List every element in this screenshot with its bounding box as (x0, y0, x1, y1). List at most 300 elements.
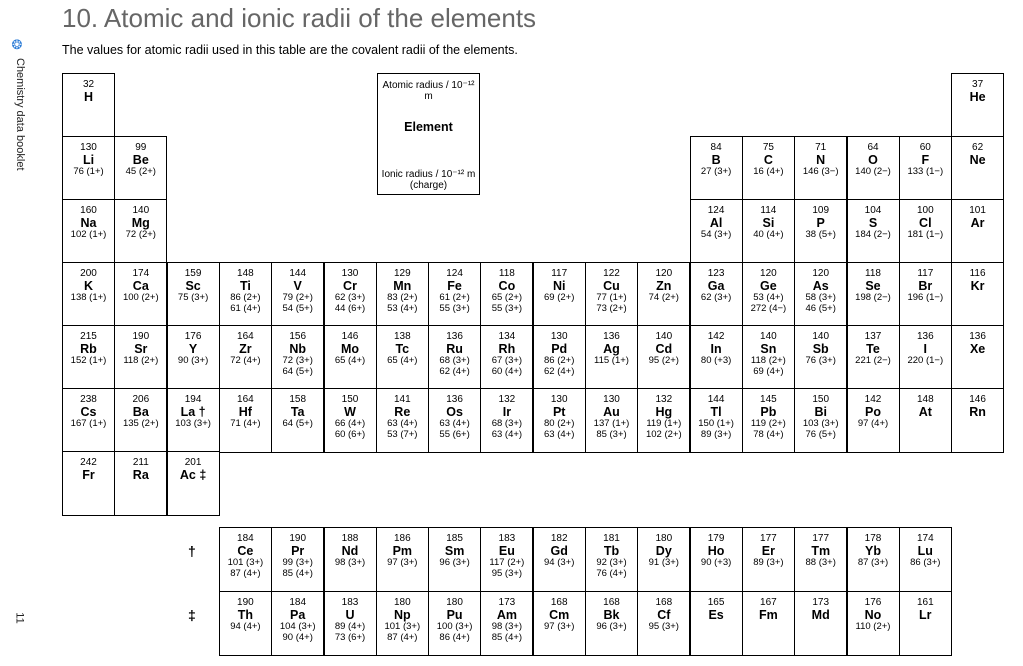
element-cell-cd (637, 325, 690, 390)
element-symbol: Tm (811, 544, 831, 558)
atomic-radius: 132 (655, 394, 673, 405)
ionic-radius: 103 (3+) (175, 418, 211, 429)
element-symbol: Pr (291, 544, 305, 558)
ionic-radius: 221 (2−) (855, 355, 891, 366)
atomic-radius: 201 (184, 457, 202, 468)
atomic-radius: 182 (550, 533, 568, 544)
element-symbol: Si (762, 216, 775, 230)
ionic-radius: 76 (1+) (73, 166, 104, 177)
element-cell-be (114, 136, 167, 201)
ionic-radius: 117 (2+) (489, 557, 525, 568)
element-cell-ce (219, 527, 272, 592)
element-cell-nd (324, 527, 377, 592)
ionic-radius: 46 (5+) (805, 302, 836, 314)
atomic-radius: 190 (237, 597, 254, 608)
element-cell-rn (951, 388, 1004, 453)
element-cell-pt (533, 388, 586, 453)
atomic-radius: 142 (864, 394, 882, 405)
page-subtitle: The values for atomic radii used in this table are the covalent radii of the elements. (62, 43, 518, 57)
element-symbol: Mn (393, 279, 412, 293)
element-cell-p (794, 199, 847, 264)
ionic-radius: 55 (3+) (439, 302, 470, 314)
ionic-radius: 62 (4+) (544, 365, 575, 377)
element-symbol: Es (708, 608, 724, 622)
legend-key (377, 73, 480, 195)
atomic-radius: 144 (289, 268, 307, 279)
atomic-radius: 114 (760, 205, 777, 216)
element-symbol: Pu (446, 608, 463, 622)
ionic-radius: 95 (2+) (648, 355, 679, 366)
element-cell-co (480, 262, 533, 327)
element-symbol: Sr (134, 342, 148, 356)
element-symbol: Eu (498, 544, 515, 558)
ionic-radius: 90 (+3) (700, 557, 732, 568)
atomic-radius: 164 (237, 394, 254, 405)
atomic-radius: 188 (341, 533, 359, 544)
element-cell-fe (428, 262, 481, 327)
atomic-radius: 32 (82, 79, 95, 90)
ionic-radius: 94 (4+) (230, 621, 261, 632)
element-cell-lr (899, 591, 952, 656)
ionic-radius: 87 (4+) (230, 567, 261, 579)
ionic-radius: 62 (4+) (439, 365, 470, 377)
element-cell-zr (219, 325, 272, 390)
element-cell-hg (637, 388, 690, 453)
element-symbol: Rh (498, 342, 516, 356)
atomic-radius: 117 (917, 268, 934, 279)
ionic-radius: 65 (2+) (491, 292, 523, 303)
element-cell-se (847, 262, 900, 327)
atomic-radius: 180 (393, 597, 411, 608)
element-cell-sn (742, 325, 795, 390)
element-symbol: Ho (707, 544, 725, 558)
element-cell-in (690, 325, 743, 390)
ionic-radius: 80 (+3) (700, 355, 732, 366)
element-symbol: Ti (239, 279, 251, 293)
ionic-radius: 65 (4+) (387, 355, 418, 366)
ionic-radius: 150 (1+) (698, 418, 734, 429)
element-cell-at (899, 388, 952, 453)
element-cell-np (376, 591, 429, 656)
element-cell-au (585, 388, 638, 453)
element-symbol: Sc (185, 279, 201, 293)
atomic-radius: 120 (655, 268, 673, 279)
ionic-radius: 91 (3+) (648, 557, 679, 568)
ionic-radius: 86 (3+) (910, 557, 941, 568)
element-symbol: Nd (341, 544, 359, 558)
atomic-radius: 174 (132, 268, 150, 279)
element-cell-ru (428, 325, 481, 390)
ionic-radius: 100 (3+) (436, 621, 473, 632)
element-symbol: Cr (343, 279, 357, 293)
element-symbol: Br (918, 279, 933, 293)
element-cell-na (62, 199, 115, 264)
atomic-radius: 174 (916, 533, 934, 544)
ionic-radius: 60 (4+) (491, 365, 523, 377)
actinide-marker: ‡ (188, 607, 196, 623)
atomic-radius: 211 (132, 457, 149, 468)
atomic-radius: 168 (655, 597, 673, 608)
atomic-radius: 136 (446, 394, 463, 405)
atomic-radius: 181 (603, 533, 620, 544)
ionic-radius: 89 (3+) (700, 428, 732, 440)
atomic-radius: 116 (969, 268, 986, 279)
atomic-radius: 183 (341, 597, 359, 608)
element-cell-ra (114, 451, 167, 516)
atomic-radius: 109 (812, 205, 830, 216)
element-symbol: Yb (865, 544, 881, 558)
element-cell-pr (271, 527, 324, 592)
ionic-radius: 95 (3+) (648, 621, 679, 632)
atomic-radius: 137 (864, 331, 882, 342)
element-cell-sc (167, 262, 220, 327)
ionic-radius: 53 (4+) (753, 292, 784, 303)
element-symbol: Cs (80, 405, 97, 419)
element-cell-cl (899, 199, 952, 264)
element-cell-ca (114, 262, 167, 327)
element-symbol: Mo (340, 342, 360, 356)
element-symbol: Nb (289, 342, 307, 356)
atomic-radius: 123 (707, 268, 725, 279)
atomic-radius: 130 (80, 142, 97, 153)
element-symbol: F (921, 153, 930, 167)
element-symbol: Pa (290, 608, 306, 622)
element-symbol: Se (865, 279, 881, 293)
element-cell-rb (62, 325, 115, 390)
element-cell-re (376, 388, 429, 453)
element-cell-w (324, 388, 377, 453)
ionic-radius: 75 (3+) (177, 292, 209, 303)
ionic-radius: 62 (3+) (700, 292, 732, 303)
ionic-radius: 90 (3+) (177, 355, 209, 366)
element-symbol: Dy (655, 544, 672, 558)
element-symbol: Tc (395, 342, 410, 356)
element-symbol: Fe (447, 279, 462, 293)
element-symbol: Ta (290, 405, 305, 419)
element-symbol: Th (237, 608, 254, 622)
ionic-radius: 119 (1+) (646, 418, 682, 429)
atomic-radius: 180 (446, 597, 463, 608)
atomic-radius: 184 (289, 597, 307, 608)
element-symbol: Lu (917, 544, 933, 558)
ionic-radius: 73 (2+) (596, 302, 627, 314)
ionic-radius: 78 (4+) (753, 428, 784, 440)
page-number: 11 (13, 612, 26, 624)
ionic-radius: 104 (3+) (279, 621, 316, 632)
element-cell-no (847, 591, 900, 656)
element-cell-ne (951, 136, 1004, 201)
ionic-radius: 99 (3+) (282, 557, 313, 568)
element-cell-es (690, 591, 743, 656)
key-atomic-radius: Atomic radius / 10⁻¹² m (382, 80, 475, 102)
atomic-radius: 173 (498, 597, 516, 608)
ionic-radius: 53 (4+) (387, 302, 418, 314)
atomic-radius: 159 (184, 268, 202, 279)
element-cell-mn (376, 262, 429, 327)
ionic-radius: 181 (1−) (907, 229, 944, 240)
element-symbol: Sb (812, 342, 829, 356)
ionic-radius: 95 (3+) (491, 567, 523, 579)
element-cell-hf (219, 388, 272, 453)
atomic-radius: 140 (655, 331, 673, 342)
element-symbol: Co (498, 279, 516, 293)
ionic-radius: 88 (3+) (805, 557, 836, 568)
ionic-radius: 98 (3+) (491, 621, 523, 632)
element-symbol: Ba (132, 405, 149, 419)
atomic-radius: 140 (132, 205, 150, 216)
element-symbol: O (868, 153, 878, 167)
element-cell-nb (271, 325, 324, 390)
element-cell-ba (114, 388, 167, 453)
atomic-radius: 150 (341, 394, 359, 405)
ionic-radius: 79 (2+) (282, 292, 313, 303)
ionic-radius: 96 (3+) (439, 557, 470, 568)
ionic-radius: 272 (4−) (750, 302, 787, 314)
ionic-radius: 63 (4+) (544, 428, 575, 440)
ionic-radius: 198 (2−) (855, 292, 891, 303)
element-symbol: U (345, 608, 355, 622)
element-cell-c (742, 136, 795, 201)
ionic-radius: 102 (2+) (645, 428, 682, 440)
atomic-radius: 144 (707, 394, 725, 405)
ionic-radius: 65 (4+) (334, 355, 366, 366)
element-cell-br (899, 262, 952, 327)
ionic-radius: 64 (5+) (282, 365, 313, 377)
element-cell-ag (585, 325, 638, 390)
element-cell-al (690, 199, 743, 264)
element-cell-pa (271, 591, 324, 656)
ionic-radius: 80 (2+) (544, 418, 575, 429)
atomic-radius: 75 (762, 142, 774, 153)
element-cell-si (742, 199, 795, 264)
atomic-radius: 158 (289, 394, 307, 405)
element-cell-mo (324, 325, 377, 390)
element-symbol: Na (80, 216, 97, 230)
element-symbol: Y (188, 342, 198, 356)
element-cell-pb (742, 388, 795, 453)
ionic-radius: 63 (4+) (439, 418, 470, 429)
element-symbol: Cd (655, 342, 673, 356)
atomic-radius: 120 (812, 268, 830, 279)
ionic-radius: 66 (4+) (334, 418, 366, 429)
ionic-radius: 118 (2+) (123, 355, 159, 366)
element-symbol: Ra (132, 468, 149, 482)
element-symbol: V (293, 279, 302, 293)
element-cell-tl (690, 388, 743, 453)
ionic-radius: 54 (3+) (700, 229, 732, 240)
ionic-radius: 96 (3+) (596, 621, 627, 632)
element-cell-b (690, 136, 743, 201)
atomic-radius: 136 (916, 331, 934, 342)
element-cell-tm (794, 527, 847, 592)
element-cell-os (428, 388, 481, 453)
element-symbol: Mg (131, 216, 150, 230)
element-symbol: In (710, 342, 722, 356)
ionic-radius: 76 (5+) (805, 428, 836, 440)
element-symbol: Am (496, 608, 517, 622)
ionic-radius: 94 (3+) (544, 557, 575, 568)
element-cell-yb (847, 527, 900, 592)
ionic-radius: 85 (4+) (491, 631, 523, 643)
ionic-radius: 92 (3+) (596, 557, 627, 568)
element-cell-i (899, 325, 952, 390)
element-symbol: Ir (502, 405, 512, 419)
atomic-radius: 142 (707, 331, 725, 342)
ionic-radius: 72 (2+) (125, 229, 156, 240)
element-cell-gd (533, 527, 586, 592)
element-symbol: C (763, 153, 773, 167)
ionic-radius: 118 (2+) (750, 355, 786, 366)
element-cell-n (794, 136, 847, 201)
ionic-radius: 101 (3+) (384, 621, 421, 632)
atomic-radius: 164 (237, 331, 254, 342)
element-symbol: Ac ‡ (179, 468, 207, 482)
atomic-radius: 168 (603, 597, 620, 608)
element-symbol: Zn (656, 279, 672, 293)
ionic-radius: 133 (1−) (907, 166, 944, 177)
ionic-radius: 40 (4+) (753, 229, 784, 240)
ionic-radius: 87 (4+) (387, 631, 418, 643)
element-cell-sb (794, 325, 847, 390)
ionic-radius: 89 (4+) (334, 621, 366, 632)
atomic-radius: 99 (135, 142, 147, 153)
element-symbol: No (864, 608, 882, 622)
element-cell-y (167, 325, 220, 390)
ionic-radius: 16 (4+) (753, 166, 784, 177)
atomic-radius: 190 (289, 533, 307, 544)
ionic-radius: 103 (3+) (802, 418, 839, 429)
atomic-radius: 60 (919, 142, 931, 153)
element-symbol: N (816, 153, 826, 167)
key-ionic-radius: Ionic radius / 10⁻¹² m (charge) (381, 169, 476, 191)
element-cell-cu (585, 262, 638, 327)
element-cell-pu (428, 591, 481, 656)
element-symbol: Cf (657, 608, 671, 622)
atomic-radius: 130 (550, 394, 568, 405)
element-symbol: Ce (237, 544, 254, 558)
ionic-radius: 63 (4+) (387, 418, 418, 429)
atomic-radius: 120 (760, 268, 777, 279)
ionic-radius: 62 (3+) (334, 292, 366, 303)
ionic-radius: 110 (2+) (855, 621, 891, 632)
element-cell-lu (899, 527, 952, 592)
element-cell-eu (480, 527, 533, 592)
element-symbol: He (969, 90, 986, 104)
element-symbol: Ar (970, 216, 985, 230)
ionic-radius: 54 (5+) (282, 302, 313, 314)
ionic-radius: 100 (2+) (122, 292, 159, 303)
element-symbol: H (83, 90, 94, 104)
ionic-radius: 89 (3+) (753, 557, 784, 568)
element-symbol: Bk (603, 608, 620, 622)
element-symbol: Pm (392, 544, 413, 558)
element-symbol: Ne (969, 153, 986, 167)
element-symbol: Ru (446, 342, 463, 356)
atomic-radius: 148 (916, 394, 934, 405)
atomic-radius: 124 (446, 268, 463, 279)
element-cell-k (62, 262, 115, 327)
atomic-radius: 238 (80, 394, 97, 405)
ionic-radius: 71 (4+) (230, 418, 261, 429)
ionic-radius: 76 (4+) (596, 567, 627, 579)
ionic-radius: 152 (1+) (70, 355, 107, 366)
element-symbol: Tl (710, 405, 722, 419)
atomic-radius: 130 (603, 394, 620, 405)
element-cell-sr (114, 325, 167, 390)
atomic-radius: 100 (916, 205, 934, 216)
atomic-radius: 161 (916, 597, 934, 608)
element-cell-cf (637, 591, 690, 656)
element-cell-tc (376, 325, 429, 390)
atomic-radius: 185 (446, 533, 463, 544)
ionic-radius: 69 (2+) (544, 292, 575, 303)
ionic-radius: 60 (6+) (334, 428, 366, 440)
element-cell-as (794, 262, 847, 327)
ionic-radius: 196 (1−) (907, 292, 944, 303)
atomic-radius: 136 (969, 331, 986, 342)
element-cell-cr (324, 262, 377, 327)
atomic-radius: 176 (184, 331, 202, 342)
element-symbol: As (812, 279, 829, 293)
atomic-radius: 186 (393, 533, 411, 544)
element-cell-bi (794, 388, 847, 453)
element-symbol: Zr (239, 342, 252, 356)
element-cell-am (480, 591, 533, 656)
element-cell-fm (742, 591, 795, 656)
element-symbol: Te (866, 342, 880, 356)
atomic-radius: 62 (972, 142, 984, 153)
ionic-radius: 72 (3+) (282, 355, 313, 366)
element-cell-te (847, 325, 900, 390)
atomic-radius: 206 (132, 394, 150, 405)
atomic-radius: 183 (498, 533, 516, 544)
atomic-radius: 242 (80, 457, 97, 468)
element-symbol: Pt (552, 405, 566, 419)
ionic-radius: 67 (3+) (491, 355, 523, 366)
atomic-radius: 194 (184, 394, 202, 405)
atomic-radius: 130 (341, 268, 359, 279)
atomic-radius: 177 (812, 533, 830, 544)
element-cell-f (899, 136, 952, 201)
atomic-radius: 160 (80, 205, 97, 216)
element-cell-ni (533, 262, 586, 327)
ionic-radius: 87 (3+) (857, 557, 889, 568)
element-symbol: Bi (814, 405, 827, 419)
side-label (4, 38, 28, 208)
element-symbol: Be (132, 153, 149, 167)
ionic-radius: 167 (1+) (70, 418, 107, 429)
element-symbol: Cm (549, 608, 570, 622)
ionic-radius: 83 (2+) (387, 292, 418, 303)
element-symbol: Lr (919, 608, 932, 622)
element-symbol: Md (811, 608, 830, 622)
ionic-radius: 140 (2−) (855, 166, 891, 177)
ionic-radius: 73 (6+) (334, 631, 366, 643)
ionic-radius: 97 (3+) (544, 621, 575, 632)
ionic-radius: 55 (3+) (491, 302, 523, 314)
key-element: Element (404, 120, 453, 134)
element-symbol: La † (180, 405, 206, 419)
atomic-radius: 118 (865, 268, 881, 279)
ionic-radius: 85 (4+) (282, 567, 313, 579)
element-symbol: K (83, 279, 94, 293)
element-cell-cs (62, 388, 115, 453)
ionic-radius: 27 (3+) (700, 166, 732, 177)
element-cell-ar (951, 199, 1004, 264)
atomic-radius: 179 (707, 533, 725, 544)
element-symbol: Rn (969, 405, 986, 419)
element-cell-pd (533, 325, 586, 390)
